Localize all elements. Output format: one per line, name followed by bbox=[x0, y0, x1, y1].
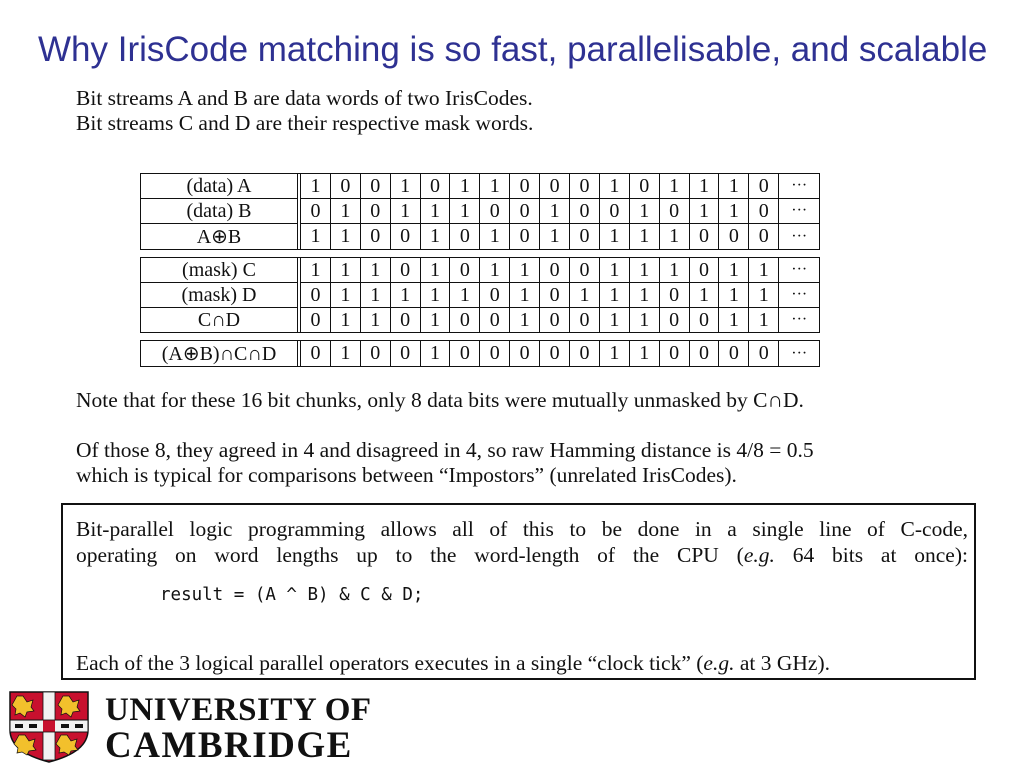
row-label: (mask) C bbox=[141, 258, 299, 283]
bit-cell: 1 bbox=[390, 199, 420, 224]
bit-cell: 1 bbox=[540, 224, 570, 250]
bit-cell: 1 bbox=[629, 308, 659, 333]
bit-cell: 1 bbox=[420, 224, 450, 250]
table-row bbox=[141, 199, 819, 224]
bit-cell: 0 bbox=[450, 308, 480, 333]
bit-cell: 0 bbox=[390, 224, 420, 250]
bit-cell: 1 bbox=[599, 224, 629, 250]
table-row bbox=[141, 258, 819, 283]
bit-cell: 0 bbox=[510, 224, 540, 250]
box-line-3-pre: Each of the 3 logical parallel operators executes in a single “clock tick” ( bbox=[76, 651, 704, 675]
bit-cell: 1 bbox=[480, 174, 510, 199]
bit-cell: 1 bbox=[330, 258, 360, 283]
bit-cell: 1 bbox=[599, 308, 629, 333]
bit-cell: 0 bbox=[719, 341, 749, 366]
row-label: (data) B bbox=[141, 199, 299, 224]
bit-cell: 1 bbox=[510, 283, 540, 308]
bit-cell: 0 bbox=[689, 308, 719, 333]
bit-cell: 0 bbox=[330, 174, 360, 199]
bit-table-group bbox=[140, 173, 820, 250]
bit-cell: 1 bbox=[659, 258, 689, 283]
bit-cell: 1 bbox=[719, 308, 749, 333]
bit-cell: 1 bbox=[629, 199, 659, 224]
bit-cell: 0 bbox=[390, 308, 420, 333]
bit-cell: 1 bbox=[629, 258, 659, 283]
bit-cell: 1 bbox=[299, 224, 330, 250]
bit-cell: 1 bbox=[480, 224, 510, 250]
bit-cell: 1 bbox=[450, 283, 480, 308]
bit-cell: 0 bbox=[450, 341, 480, 366]
ellipsis-cell: ··· bbox=[779, 258, 820, 283]
bit-cell: 1 bbox=[510, 258, 540, 283]
row-label: A⊕B bbox=[141, 224, 299, 250]
bit-cell: 1 bbox=[420, 283, 450, 308]
bit-cell: 0 bbox=[480, 283, 510, 308]
bit-cell: 0 bbox=[659, 308, 689, 333]
bit-cell: 1 bbox=[420, 308, 450, 333]
box-line-1: Bit-parallel logic programming allows all of this to be done in a single line of C-code, bbox=[76, 517, 968, 541]
bit-cell: 0 bbox=[629, 174, 659, 199]
bit-table-group bbox=[140, 257, 820, 333]
box-line-2-eg: e.g. bbox=[743, 543, 775, 567]
bit-cell: 1 bbox=[480, 258, 510, 283]
bit-cell: 0 bbox=[540, 174, 570, 199]
bit-cell: 0 bbox=[689, 224, 719, 250]
ellipsis-cell: ··· bbox=[779, 308, 820, 333]
hamming-line-1: Of those 8, they agreed in 4 and disagreed in 4, so raw Hamming distance is 4/8 = 0.5 bbox=[76, 438, 814, 462]
table-row bbox=[141, 283, 819, 308]
row-label: (data) A bbox=[141, 174, 299, 199]
bit-cell: 0 bbox=[749, 174, 779, 199]
bit-cell: 0 bbox=[360, 174, 390, 199]
bit-cell: 1 bbox=[330, 308, 360, 333]
intro-text bbox=[76, 86, 533, 136]
bit-cell: 1 bbox=[360, 258, 390, 283]
bit-cell: 0 bbox=[299, 283, 330, 308]
bit-cell: 0 bbox=[510, 341, 540, 366]
intro-line-1: Bit streams A and B are data words of two IrisCodes. bbox=[76, 86, 533, 110]
bit-cell: 0 bbox=[570, 224, 600, 250]
table-row bbox=[141, 341, 819, 366]
bit-cell: 0 bbox=[570, 308, 600, 333]
table-row bbox=[141, 174, 819, 199]
bit-cell: 0 bbox=[480, 199, 510, 224]
box-line-2-pre: operating on word lengths up to the word-length of the CPU ( bbox=[76, 543, 744, 567]
bit-cell: 0 bbox=[540, 283, 570, 308]
bit-cell: 1 bbox=[659, 224, 689, 250]
bit-cell: 1 bbox=[330, 341, 360, 366]
bit-cell: 1 bbox=[420, 199, 450, 224]
code-snippet: result = (A ^ B) & C & D; bbox=[160, 585, 424, 605]
bit-cell: 1 bbox=[360, 308, 390, 333]
bit-cell: 0 bbox=[540, 258, 570, 283]
row-label: (A⊕B)∩C∩D bbox=[141, 341, 299, 366]
bit-cell: 1 bbox=[599, 174, 629, 199]
bit-cell: 1 bbox=[599, 258, 629, 283]
bit-cell: 1 bbox=[360, 283, 390, 308]
bit-cell: 1 bbox=[420, 258, 450, 283]
bit-cell: 1 bbox=[330, 199, 360, 224]
wordmark-line-2: CAMBRIDGE bbox=[105, 725, 353, 766]
bit-cell: 1 bbox=[749, 283, 779, 308]
ellipsis-cell: ··· bbox=[779, 174, 820, 199]
university-wordmark bbox=[105, 692, 372, 764]
bit-cell: 1 bbox=[390, 283, 420, 308]
bit-cell: 0 bbox=[420, 174, 450, 199]
bit-table-group bbox=[140, 340, 820, 367]
bit-cell: 0 bbox=[749, 224, 779, 250]
bit-cell: 0 bbox=[310, 342, 321, 364]
bit-table bbox=[140, 173, 820, 374]
bit-cell: 1 bbox=[719, 258, 749, 283]
bit-cell: 0 bbox=[659, 283, 689, 308]
wordmark-line-1: UNIVERSITY OF bbox=[105, 692, 372, 728]
bit-cell: 0 bbox=[749, 341, 779, 366]
bit-cell: 0 bbox=[510, 174, 540, 199]
bit-cell: 1 bbox=[719, 174, 749, 199]
slide-title: Why IrisCode matching is so fast, parallelisable, and scalable bbox=[38, 30, 988, 69]
hamming-line-2: which is typical for comparisons between “Impostors” (unrelated IrisCodes). bbox=[76, 463, 737, 487]
bit-cell: 1 bbox=[510, 308, 540, 333]
hamming-text bbox=[76, 438, 814, 488]
bit-cell: 1 bbox=[330, 224, 360, 250]
bit-cell: 0 bbox=[450, 224, 480, 250]
box-line-2-post: 64 bits at once): bbox=[774, 543, 968, 567]
bit-cell: 1 bbox=[450, 174, 480, 199]
bit-cell: 1 bbox=[749, 258, 779, 283]
bit-cell: 0 bbox=[510, 199, 540, 224]
bit-cell: 1 bbox=[390, 174, 420, 199]
bit-cell: 1 bbox=[599, 283, 629, 308]
bit-cell: 0 bbox=[390, 341, 420, 366]
bit-cell: 1 bbox=[420, 341, 450, 366]
bit-cell: 0 bbox=[450, 258, 480, 283]
bit-cell: 1 bbox=[450, 199, 480, 224]
ellipsis-cell: ··· bbox=[779, 224, 820, 250]
ellipsis-cell: ··· bbox=[779, 199, 820, 224]
row-label: C∩D bbox=[141, 308, 299, 333]
bit-cell: 0 bbox=[689, 341, 719, 366]
code-explanation-box bbox=[61, 503, 976, 680]
bit-cell: 0 bbox=[570, 174, 600, 199]
bit-cell: 1 bbox=[570, 283, 600, 308]
row-label: (mask) D bbox=[141, 283, 299, 308]
bit-cell: 0 bbox=[360, 341, 390, 366]
university-logo bbox=[7, 690, 447, 765]
bit-cell: 0 bbox=[659, 199, 689, 224]
bit-cell: 1 bbox=[749, 308, 779, 333]
bit-cell: 1 bbox=[330, 283, 360, 308]
bit-cell: 0 bbox=[299, 308, 330, 333]
bit-cell: 0 bbox=[570, 258, 600, 283]
bit-cell: 1 bbox=[629, 283, 659, 308]
bit-cell: 0 bbox=[689, 258, 719, 283]
bit-cell: 0 bbox=[659, 341, 689, 366]
bit-cell: 1 bbox=[689, 283, 719, 308]
bit-cell: 0 bbox=[540, 341, 570, 366]
bit-cell: 0 bbox=[360, 199, 390, 224]
bit-cell: 1 bbox=[689, 199, 719, 224]
bit-cell: 1 bbox=[719, 199, 749, 224]
note-text: Note that for these 16 bit chunks, only 8 data bits were mutually unmasked by C∩D. bbox=[76, 388, 804, 412]
bit-cell: 0 bbox=[360, 224, 390, 250]
bit-cell: 0 bbox=[480, 308, 510, 333]
bit-cell: 1 bbox=[659, 174, 689, 199]
bit-cell: 1 bbox=[689, 174, 719, 199]
table-row bbox=[141, 308, 819, 333]
bit-cell: 0 bbox=[299, 199, 330, 224]
box-line-3-post: at 3 GHz). bbox=[734, 651, 830, 675]
bit-cell: 1 bbox=[629, 341, 659, 366]
table-row bbox=[141, 224, 819, 250]
bit-cell: 0 bbox=[719, 224, 749, 250]
bit-cell: 1 bbox=[540, 199, 570, 224]
ellipsis-cell: ··· bbox=[779, 283, 820, 308]
box-line-3 bbox=[76, 651, 830, 676]
ellipsis-cell: ··· bbox=[779, 341, 820, 366]
bit-cell: 0 bbox=[570, 341, 600, 366]
bit-cell: 0 bbox=[570, 199, 600, 224]
bit-cell: 0 bbox=[599, 199, 629, 224]
bit-cell: 1 bbox=[310, 174, 321, 197]
intro-line-2: Bit streams C and D are their respective mask words. bbox=[76, 111, 534, 135]
bit-cell: 0 bbox=[480, 341, 510, 366]
bit-cell: 1 bbox=[310, 258, 321, 281]
box-line-3-eg: e.g. bbox=[703, 651, 735, 675]
cambridge-crest-icon bbox=[7, 690, 91, 764]
bit-cell: 0 bbox=[390, 258, 420, 283]
bit-cell: 1 bbox=[629, 224, 659, 250]
bit-cell: 0 bbox=[540, 308, 570, 333]
bit-cell: 1 bbox=[599, 341, 629, 366]
bit-cell: 0 bbox=[749, 199, 779, 224]
bit-cell: 1 bbox=[719, 283, 749, 308]
box-line-2 bbox=[76, 543, 968, 568]
